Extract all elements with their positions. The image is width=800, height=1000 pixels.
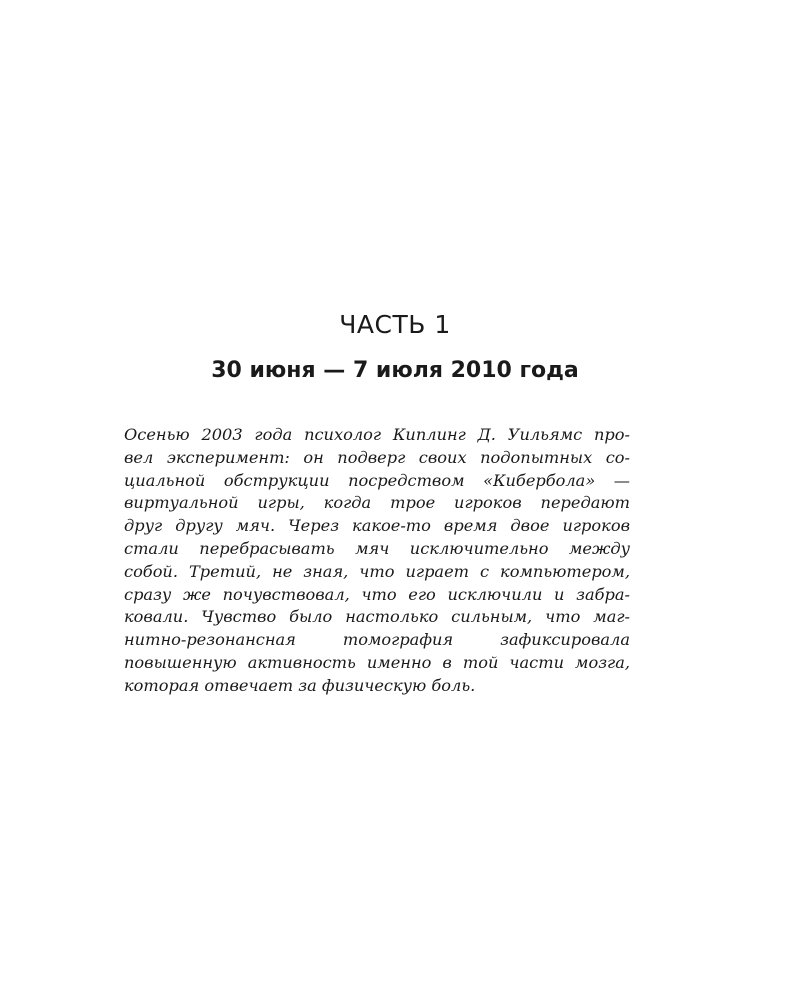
part-dates: 30 июня — 7 июля 2010 года bbox=[211, 358, 579, 383]
epigraph-line: Осенью 2003 года психолог Киплинг Д. Уильямс про- bbox=[124, 425, 630, 444]
epigraph-line: циальной обструкции посредством «Кибербола» — bbox=[124, 470, 630, 490]
epigraph-line: собой. Третий, не зная, что играет с компьютером, bbox=[124, 561, 630, 581]
epigraph-line: ковали. Чувство было настолько сильным, что маг- bbox=[124, 607, 630, 627]
part-title: ЧАСТЬ 1 bbox=[339, 310, 451, 339]
epigraph-line: нитно-резонансная томография зафиксировала bbox=[124, 630, 630, 650]
epigraph bbox=[124, 424, 630, 698]
epigraph-line: друг другу мяч. Через какое-то время двое игроков bbox=[124, 516, 630, 536]
epigraph-line: стали перебрасывать мяч исключительно между bbox=[124, 538, 630, 558]
epigraph-line: сразу же почувствовал, что его исключили и забра- bbox=[124, 584, 630, 604]
epigraph-line: повышенную активность именно в той части мозга, bbox=[124, 652, 630, 672]
epigraph-line: виртуальной игры, когда трое игроков передают bbox=[124, 493, 630, 513]
epigraph-line: вел эксперимент: он подверг своих подопытных со- bbox=[124, 447, 630, 467]
epigraph-line: которая отвечает за физическую боль. bbox=[124, 675, 476, 695]
